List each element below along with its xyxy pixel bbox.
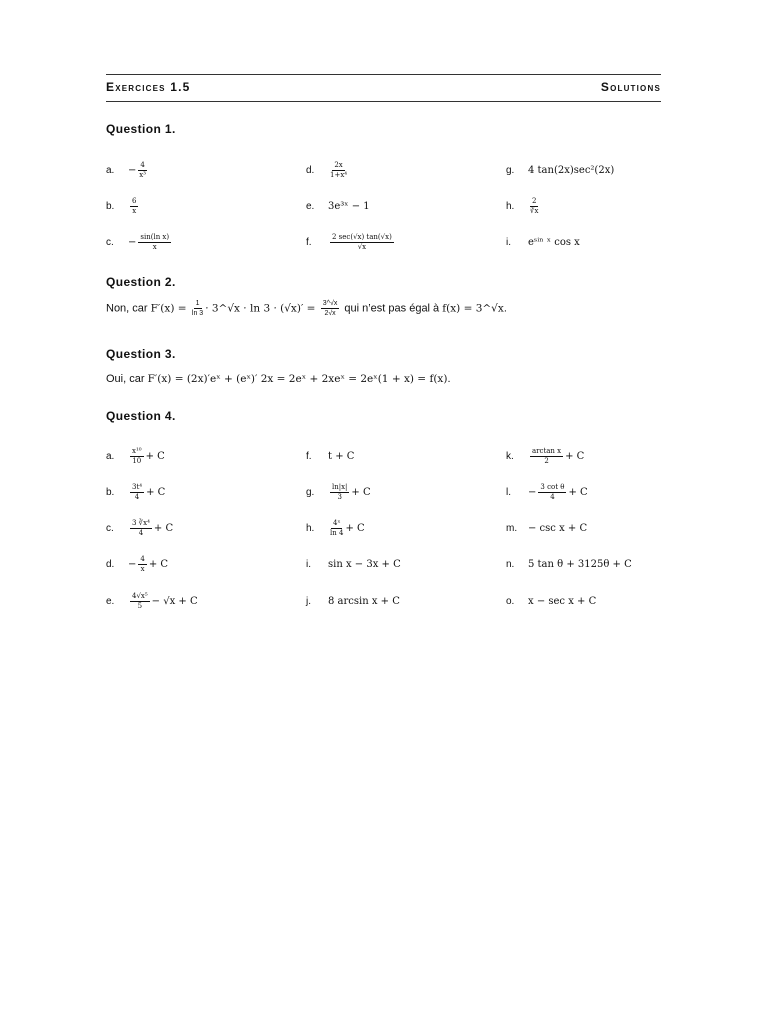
q1-item: [506, 232, 661, 252]
question-4-title: Question 4.: [106, 409, 176, 423]
q4-item-answer: [528, 448, 584, 465]
q2-frac1-num: 1: [195, 300, 200, 307]
fraction-denominator: 4: [138, 528, 144, 537]
fraction-denominator: 5: [137, 601, 143, 610]
fraction-denominator: x: [140, 564, 145, 573]
q4-item-label: a.: [106, 450, 115, 462]
q1-item: [306, 160, 496, 180]
question-2-answer: [106, 300, 507, 317]
q4-item: [506, 446, 661, 466]
fraction-numerator: 3 ∛x⁴: [132, 518, 150, 527]
q3-math-a: F′(x) = (2x)′eˣ + (eˣ)′ 2x = 2eˣ + 2xeˣ = 2eˣ(1 + x) = f(x): [147, 373, 448, 385]
answer-lead: 4 tan(2x)sec²(2x): [528, 164, 615, 176]
q1-item-label: d.: [306, 164, 315, 176]
question-3-title: Question 3.: [106, 347, 176, 361]
q1-item: [106, 160, 296, 180]
q1-item-answer: [328, 162, 349, 179]
q2-text-a: Non, car: [106, 302, 151, 315]
fraction-numerator: 6: [132, 196, 137, 205]
q1-item-label: h.: [506, 200, 515, 212]
header-title: Exercices 1.5: [106, 80, 191, 94]
q4-item-label: i.: [306, 558, 311, 570]
q1-item-label: i.: [506, 236, 511, 248]
answer-tail: + C: [568, 486, 588, 498]
q4-item-label: b.: [106, 486, 115, 498]
fraction-numerator: 2 sec(√x) tan(√x): [332, 232, 392, 241]
answer-lead: 8 arcsin x + C: [328, 595, 400, 607]
answer-lead: −: [128, 236, 137, 248]
q4-item-label: d.: [106, 558, 115, 570]
fraction-denominator: 2: [544, 456, 549, 465]
q2-math-b: · 3^√x · ln 3 · (√x)′ =: [205, 302, 319, 315]
answer-fraction: [538, 484, 566, 501]
q4-item-label: f.: [306, 450, 312, 462]
question-1-title: Question 1.: [106, 122, 176, 136]
q4-item: [106, 446, 296, 466]
answer-fraction: [130, 198, 138, 215]
answer-lead: x − sec x + C: [528, 595, 597, 607]
q4-item: [306, 482, 496, 502]
answer-fraction: [330, 162, 347, 179]
q1-item: [306, 196, 496, 216]
fraction-numerator: sin(ln x): [140, 232, 170, 241]
q4-item-answer: [328, 451, 354, 462]
answer-tail: + C: [345, 522, 365, 534]
q2-frac1-den: ln 3: [191, 310, 204, 317]
q4-item-answer: [528, 484, 588, 501]
q4-item-answer: [328, 484, 371, 501]
q1-item: [506, 196, 661, 216]
q2-math-c: f(x) = 3^√x: [442, 302, 504, 315]
q2-frac2-den: 2√x: [324, 310, 336, 317]
answer-lead: t + C: [328, 450, 355, 462]
fraction-numerator: arctan x: [532, 446, 562, 455]
q4-item-answer: [328, 596, 400, 607]
fraction-denominator: ln 4: [330, 528, 344, 537]
fraction-numerator: 2: [532, 196, 537, 205]
q1-item-answer: [528, 165, 614, 176]
q1-item: [506, 160, 661, 180]
q4-item-label: n.: [506, 558, 515, 570]
fraction-numerator: 4: [140, 554, 145, 563]
answer-fraction: [330, 520, 343, 537]
q2-text-c: .: [503, 302, 507, 315]
q1-item-answer: [528, 237, 580, 248]
answer-tail: + C: [146, 486, 166, 498]
q4-item: [306, 554, 496, 574]
q1-item-answer: [128, 198, 140, 215]
fraction-denominator: 10: [132, 456, 142, 465]
fraction-denominator: ∛x: [530, 206, 539, 215]
answer-fraction: [138, 162, 146, 179]
question-3-answer: [106, 373, 451, 385]
fraction-denominator: x: [132, 206, 137, 215]
q1-item-answer: [328, 201, 370, 212]
fraction-denominator: x³: [139, 170, 146, 179]
answer-lead: − csc x + C: [528, 522, 588, 534]
header-top-rule: [106, 74, 661, 75]
answer-fraction: [130, 448, 144, 465]
q4-item-label: l.: [506, 486, 511, 498]
q4-item-answer: [528, 559, 632, 570]
answer-fraction: [138, 234, 171, 251]
q2-fraction-2: [321, 300, 340, 317]
answer-tail: + C: [153, 522, 174, 534]
q4-item-label: o.: [506, 595, 515, 607]
q2-frac2-num: 3^√x: [322, 300, 338, 307]
fraction-numerator: ln|x|: [332, 482, 348, 491]
answer-fraction: [330, 234, 394, 251]
fraction-denominator: 4: [550, 492, 555, 501]
q3-text-a: Oui, car: [106, 373, 148, 385]
q4-item-answer: [128, 484, 165, 501]
fraction-denominator: 1+x⁴: [330, 170, 348, 179]
answer-fraction: [130, 520, 152, 537]
fraction-numerator: 4ˣ: [333, 518, 341, 527]
q4-item: [106, 554, 296, 574]
answer-lead: −: [128, 558, 137, 570]
answer-lead: −: [128, 164, 137, 176]
q1-item-answer: [528, 198, 540, 215]
q4-item-answer: [528, 596, 596, 607]
answer-lead: 3e³ˣ − 1: [328, 200, 370, 212]
fraction-numerator: 4√x⁵: [132, 591, 148, 600]
fraction-numerator: 3 cot θ: [540, 482, 565, 491]
answer-fraction: [130, 593, 150, 610]
answer-fraction: [530, 198, 538, 215]
answer-tail: + C: [565, 450, 585, 462]
q4-item-label: h.: [306, 522, 315, 534]
q4-item-label: g.: [306, 486, 315, 498]
q2-math-a: F′(x) =: [150, 302, 190, 315]
q4-item-label: k.: [506, 450, 514, 462]
answer-lead: 5 tan θ + 3125θ + C: [528, 558, 632, 570]
q3-text-b: .: [447, 373, 451, 385]
answer-fraction: [530, 448, 563, 465]
fraction-numerator: 4: [140, 160, 145, 169]
q4-item-answer: [128, 593, 198, 610]
q4-item-label: j.: [306, 595, 311, 607]
answer-fraction: [138, 556, 146, 573]
q1-item-answer: [128, 234, 173, 251]
q4-item-label: m.: [506, 522, 518, 534]
answer-fraction: [130, 484, 144, 501]
q4-item-answer: [528, 523, 587, 534]
q4-item-answer: [128, 448, 165, 465]
fraction-denominator: x: [152, 242, 157, 251]
q1-item: [306, 232, 496, 252]
q4-item-answer: [128, 520, 173, 537]
q1-item: [106, 232, 296, 252]
fraction-numerator: x¹⁰: [132, 446, 142, 455]
q1-item-label: e.: [306, 200, 315, 212]
q1-item-label: c.: [106, 236, 114, 248]
fraction-denominator: √x: [357, 242, 367, 251]
q4-item-answer: [128, 556, 168, 573]
q4-item-label: c.: [106, 522, 114, 534]
header-bottom-rule: [106, 101, 661, 102]
header-section: Solutions: [600, 80, 661, 94]
q4-item: [106, 591, 296, 611]
q2-fraction-1: [192, 300, 203, 317]
q1-item-label: b.: [106, 200, 115, 212]
q4-item: [306, 446, 496, 466]
answer-lead: eˢⁱⁿ ˣ cos x: [528, 236, 580, 248]
q4-item: [506, 591, 661, 611]
fraction-numerator: 2x: [334, 160, 343, 169]
answer-tail: + C: [148, 558, 169, 570]
question-2-title: Question 2.: [106, 275, 176, 289]
answer-tail: + C: [145, 450, 165, 462]
answer-fraction: [330, 484, 349, 501]
q4-item: [506, 554, 661, 574]
answer-tail: − √x + C: [151, 595, 198, 607]
q4-item-label: e.: [106, 595, 115, 607]
answer-tail: + C: [351, 486, 371, 498]
answer-lead: sin x − 3x + C: [328, 558, 401, 570]
q1-item-label: a.: [106, 164, 115, 176]
q4-item: [106, 518, 296, 538]
q1-item-answer: [128, 162, 149, 179]
q4-item-answer: [328, 559, 401, 570]
fraction-numerator: 3t⁴: [132, 482, 143, 491]
q4-item: [506, 482, 661, 502]
q4-item: [306, 591, 496, 611]
q4-item-answer: [328, 520, 365, 537]
answer-lead: −: [528, 486, 537, 498]
q2-text-b: qui n’est pas égal à: [341, 302, 443, 315]
q4-item: [306, 518, 496, 538]
q4-item: [106, 482, 296, 502]
fraction-denominator: 3: [337, 492, 342, 501]
fraction-denominator: 4: [134, 492, 140, 501]
q1-item: [106, 196, 296, 216]
q1-item-answer: [328, 234, 396, 251]
q1-item-label: g.: [506, 164, 515, 176]
q1-item-label: f.: [306, 236, 312, 248]
q4-item: [506, 518, 661, 538]
